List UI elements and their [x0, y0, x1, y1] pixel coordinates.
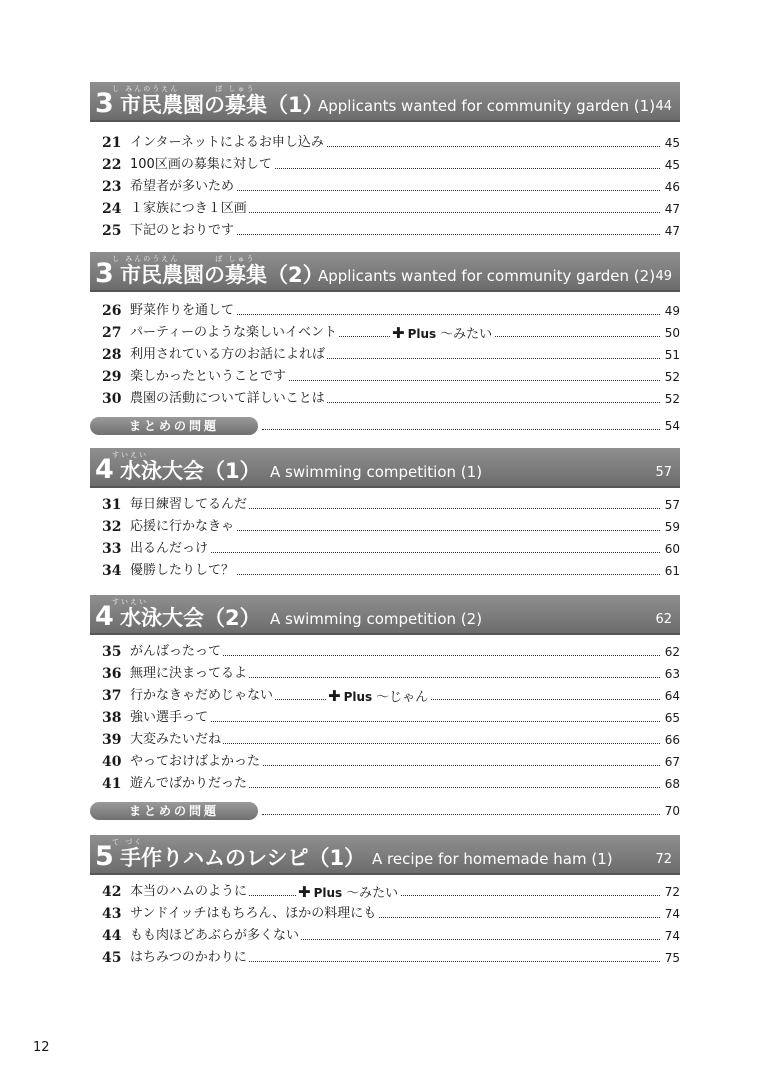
entry-number: 38 [102, 710, 122, 726]
toc-entry[interactable] [100, 388, 680, 410]
plus-label: Plus [407, 327, 437, 341]
entry-title: 出るんだっけ [130, 538, 210, 560]
section-number: 4 [95, 454, 114, 485]
toc-entry[interactable] [100, 154, 680, 176]
entry-title: 強い選手って [130, 707, 210, 729]
section-ruby: し みんのうえん ぼ しゅう [112, 85, 256, 93]
toc-entry[interactable] [100, 366, 680, 388]
entry-page: 75 [662, 947, 680, 969]
section-title-jp: 市民農園の募集（1） [120, 93, 324, 117]
review-label: まとめの問題 [90, 802, 258, 820]
entry-page: 62 [662, 641, 680, 663]
entry-page: 60 [662, 538, 680, 560]
review-entry[interactable] [90, 800, 680, 822]
toc-entry[interactable] [100, 729, 680, 751]
review-label: まとめの問題 [90, 417, 258, 435]
entry-title: サンドイッチはもちろん、ほかの料理にも [130, 903, 378, 925]
toc-entry[interactable] [100, 538, 680, 560]
entry-number: 33 [102, 541, 122, 557]
entry-title: インターネットによるお申し込み [130, 132, 326, 154]
entry-title: 本当のハムのように [130, 881, 249, 903]
entry-page: 72 [662, 881, 680, 903]
page-number: 12 [33, 1040, 50, 1055]
entry-title: 行かなきゃだめじゃない [130, 685, 275, 707]
entry-title: 楽しかったということです [130, 366, 288, 388]
toc-entry[interactable] [100, 751, 680, 773]
section-title-en: A recipe for homemade ham (1) [372, 850, 613, 868]
entry-number: 35 [102, 644, 122, 660]
entry-page: 51 [662, 344, 680, 366]
section-header [90, 595, 680, 635]
entry-page: 47 [662, 220, 680, 242]
section-title-en: Applicants wanted for community garden (2) [318, 267, 656, 285]
entry-title: がんばったって [130, 641, 223, 663]
section-header [90, 448, 680, 488]
section-title-jp: 水泳大会（1） [120, 459, 261, 483]
entry-page: 52 [662, 388, 680, 410]
review-entry[interactable] [90, 415, 680, 437]
entry-title: 応援に行かなきゃ [130, 516, 236, 538]
toc-entry[interactable] [100, 663, 680, 685]
entry-page: 45 [662, 154, 680, 176]
section-ruby: て づく [112, 838, 144, 846]
entry-title: 下記のとおりです [130, 220, 236, 242]
toc-entry[interactable] [100, 322, 680, 344]
entry-number: 36 [102, 666, 122, 682]
entry-page: 70 [664, 804, 680, 818]
toc-entry[interactable] [100, 198, 680, 220]
entry-number: 37 [102, 688, 122, 704]
entry-number: 32 [102, 519, 122, 535]
plus-label: Plus [343, 690, 373, 704]
toc-entry[interactable] [100, 903, 680, 925]
toc-entry[interactable] [100, 925, 680, 947]
entry-number: 40 [102, 754, 122, 770]
entry-number: 25 [102, 223, 122, 239]
entry-number: 42 [102, 884, 122, 900]
entry-title: １家族につき１区画 [130, 198, 249, 220]
section-ruby: すいえい [112, 598, 148, 606]
entry-page: 74 [662, 903, 680, 925]
entry-page: 57 [662, 494, 680, 516]
toc-entry[interactable] [100, 132, 680, 154]
entry-title: 希望者が多いため [130, 176, 236, 198]
plus-text: ～みたい [440, 327, 493, 342]
toc-entry[interactable] [100, 560, 680, 582]
entry-title: 無理に決まってるよ [130, 663, 249, 685]
entry-title: 遊んでばかりだった [130, 773, 249, 795]
entry-page: 61 [662, 560, 680, 582]
entry-number: 45 [102, 950, 122, 966]
toc-entry[interactable] [100, 881, 680, 903]
entry-number: 31 [102, 497, 122, 513]
section-ruby: し みんのうえん ぼ しゅう [112, 255, 256, 263]
entry-number: 28 [102, 347, 122, 363]
section-title-en: A swimming competition (2) [270, 610, 483, 628]
toc-entry[interactable] [100, 947, 680, 969]
entry-number: 39 [102, 732, 122, 748]
entry-page: 47 [662, 198, 680, 220]
entry-number: 44 [102, 928, 122, 944]
entry-number: 26 [102, 303, 122, 319]
dot-leader [262, 429, 660, 430]
section-page: 72 [655, 852, 672, 867]
entry-page: 49 [662, 300, 680, 322]
plus-icon: ✚ [298, 883, 311, 901]
section-number: 3 [95, 258, 114, 289]
section-number: 3 [95, 88, 114, 119]
entry-title: 利用されている方のお話によれば [130, 344, 327, 366]
plus-note [296, 881, 400, 905]
entry-number: 21 [102, 135, 122, 151]
toc-entry[interactable] [100, 773, 680, 795]
entry-page: 64 [662, 685, 680, 707]
entry-number: 24 [102, 201, 122, 217]
section-title-en: A swimming competition (1) [270, 463, 483, 481]
entry-number: 22 [102, 157, 122, 173]
plus-text: ～みたい [346, 886, 399, 901]
entry-title: はちみつのかわりに [130, 947, 249, 969]
entry-number: 23 [102, 179, 122, 195]
section-header [90, 252, 680, 292]
toc-entry[interactable] [100, 685, 680, 707]
entry-page: 46 [662, 176, 680, 198]
plus-icon: ✚ [328, 687, 341, 705]
entry-title: 100区画の募集に対して [130, 154, 274, 176]
plus-text: ～じゃん [376, 690, 429, 705]
toc-entry[interactable] [100, 300, 680, 322]
entry-page: 65 [662, 707, 680, 729]
section-header [90, 835, 680, 875]
entry-page: 45 [662, 132, 680, 154]
entry-page: 50 [662, 322, 680, 344]
section-page: 49 [655, 269, 672, 284]
toc-entry[interactable] [100, 516, 680, 538]
entry-title: パーティーのような楽しいイベント [130, 322, 339, 344]
entry-number: 34 [102, 563, 122, 579]
section-ruby: すいえい [112, 451, 148, 459]
entry-title: 大変みたいだね [130, 729, 223, 751]
entry-number: 30 [102, 391, 122, 407]
entry-page: 52 [662, 366, 680, 388]
toc-entry[interactable] [100, 176, 680, 198]
entry-number: 43 [102, 906, 122, 922]
section-page: 44 [655, 99, 672, 114]
entry-title: もも肉ほどあぶらが多くない [130, 925, 301, 947]
toc-entry[interactable] [100, 641, 680, 663]
entry-page: 68 [662, 773, 680, 795]
plus-icon: ✚ [392, 324, 405, 342]
section-page: 57 [655, 465, 672, 480]
entry-number: 29 [102, 369, 122, 385]
section-title-jp: 水泳大会（2） [120, 606, 261, 630]
entry-title: 野菜作りを通して [130, 300, 236, 322]
entry-page: 66 [662, 729, 680, 751]
entry-page: 59 [662, 516, 680, 538]
entry-title: やっておけばよかった [130, 751, 262, 773]
section-title-jp: 市民農園の募集（2） [120, 263, 324, 287]
section-number: 4 [95, 601, 114, 632]
entry-title: 農園の活動について詳しいことは [130, 388, 327, 410]
entry-page: 63 [662, 663, 680, 685]
section-number: 5 [95, 841, 114, 872]
entry-page: 74 [662, 925, 680, 947]
entry-number: 27 [102, 325, 122, 341]
plus-note [390, 322, 494, 346]
dot-leader [262, 814, 660, 815]
entry-title: 毎日練習してるんだ [130, 494, 249, 516]
toc-entry[interactable] [100, 344, 680, 366]
entry-number: 41 [102, 776, 122, 792]
section-header [90, 82, 680, 122]
entry-page: 54 [664, 419, 680, 433]
section-title-en: Applicants wanted for community garden (1) [318, 97, 656, 115]
section-page: 62 [655, 612, 672, 627]
toc-entry[interactable] [100, 220, 680, 242]
entry-page: 67 [662, 751, 680, 773]
toc-entry[interactable] [100, 707, 680, 729]
plus-label: Plus [313, 886, 343, 900]
plus-note [326, 685, 430, 709]
section-title-jp: 手作りハムのレシピ（1） [120, 846, 366, 870]
toc-entry[interactable] [100, 494, 680, 516]
entry-title: 優勝したりして？ [130, 560, 236, 582]
